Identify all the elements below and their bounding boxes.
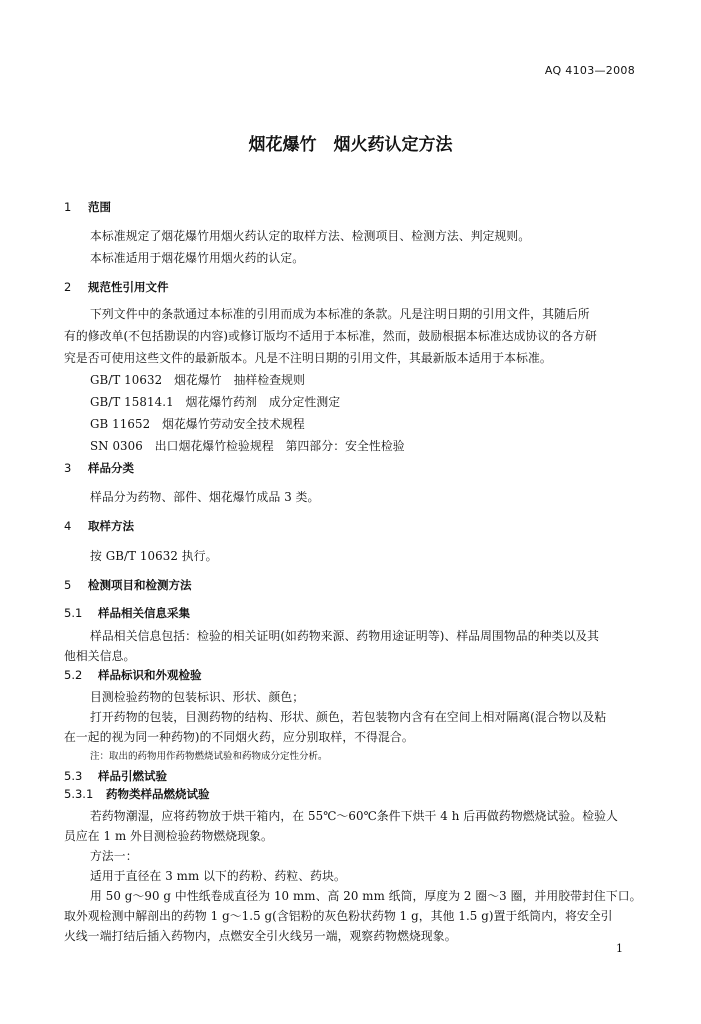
- paragraph-line: 员应在 1 m 外目测检验药物燃烧现象。: [64, 829, 273, 843]
- subsection-5-1-heading: [64, 605, 190, 621]
- subsection-5-2-heading: [64, 667, 202, 683]
- section-number: 5: [64, 578, 72, 592]
- paragraph-line: 火线一端打结后插入药物内，点燃安全引火线另一端，观察药物燃烧现象。: [64, 929, 457, 943]
- section-title: 取样方法: [88, 519, 134, 533]
- paragraph-line: 在一起的视为同一种药物)的不同烟火药，应分别取样，不得混合。: [64, 730, 414, 744]
- note: 注：取出的药物用作药物燃烧试验和药物成分定性分析。: [90, 751, 328, 762]
- paragraph-line: 取外观检测中解剖出的药物 1 g～1.5 g(含铝粉的灰色粉状药物 1 g，其他 1.5 g)置于纸筒内，将安全引: [64, 909, 613, 923]
- reference-item: GB/T 10632 烟花爆竹 抽样检查规则: [90, 373, 305, 387]
- method-label: 方法一：: [90, 849, 138, 863]
- paragraph-line: 样品相关信息包括：检验的相关证明(如药物来源、药物用途证明等)、样品周围物品的种类以及其: [90, 629, 600, 643]
- page-title: 烟花爆竹 烟火药认定方法: [248, 135, 453, 155]
- page-number: 1: [616, 942, 623, 955]
- subsection-number: 5.3: [64, 769, 83, 783]
- subsection-5-3-1-heading: [64, 786, 210, 802]
- reference-item: GB/T 15814.1 烟花爆竹药剂 成分定性测定: [90, 395, 341, 409]
- section-number: 4: [64, 519, 72, 533]
- subsection-title: 药物类样品燃烧试验: [106, 787, 210, 801]
- section-2-heading: [64, 279, 169, 295]
- paragraph-line: 目测检验药物的包装标识、形状、颜色；: [90, 690, 305, 704]
- section-title: 样品分类: [88, 461, 134, 475]
- section-5-heading: [64, 577, 192, 593]
- section-title: 规范性引用文件: [88, 280, 169, 294]
- paragraph-line: 究是否可使用这些文件的最新版本。凡是不注明日期的引用文件，其最新版本适用于本标准。: [64, 351, 552, 365]
- section-1-heading: [64, 199, 111, 215]
- paragraph-line: 他相关信息。: [64, 649, 136, 663]
- section-title: 检测项目和检测方法: [88, 578, 192, 592]
- paragraph-line: 打开药物的包装，目测药物的结构、形状、颜色，若包装物内含有在空间上相对隔离(混合物以及粘: [90, 710, 607, 724]
- paragraph: 按 GB/T 10632 执行。: [90, 549, 218, 563]
- section-title: 范围: [88, 200, 111, 214]
- paragraph: 样品分为药物、部件、烟花爆竹成品 3 类。: [90, 490, 320, 504]
- subsection-title: 样品引燃试验: [98, 769, 167, 783]
- section-number: 2: [64, 280, 72, 294]
- subsection-5-3-heading: [64, 768, 167, 784]
- reference-item: GB 11652 烟花爆竹劳动安全技术规程: [90, 417, 305, 431]
- paragraph-line: 下列文件中的条款通过本标准的引用而成为本标准的条款。凡是注明日期的引用文件，其随后所: [90, 307, 590, 321]
- subsection-title: 样品相关信息采集: [98, 606, 190, 620]
- paragraph-line: 适用于直径在 3 mm 以下的药粉、药粒、药块。: [90, 869, 346, 883]
- subsection-title: 样品标识和外观检验: [98, 668, 202, 682]
- section-4-heading: [64, 518, 134, 534]
- subsection-number: 5.2: [64, 668, 83, 682]
- subsection-number: 5.1: [64, 606, 83, 620]
- paragraph-line: 若药物潮湿，应将药物放于烘干箱内，在 55℃～60℃条件下烘干 4 h 后再做药物燃烧试验。检验人: [90, 809, 618, 823]
- subsection-number: 5.3.1: [64, 787, 94, 801]
- reference-item: SN 0306 出口烟花爆竹检验规程 第四部分：安全性检验: [90, 439, 405, 453]
- section-3-heading: [64, 460, 134, 476]
- section-number: 1: [64, 200, 72, 214]
- standard-number: AQ 4103—2008: [544, 64, 635, 77]
- section-number: 3: [64, 461, 72, 475]
- paragraph: 本标准规定了烟花爆竹用烟火药认定的取样方法、检测项目、检测方法、判定规则。: [90, 229, 531, 243]
- paragraph-line: 有的修改单(不包括勘误的内容)或修订版均不适用于本标准，然而，鼓励根据本标准达成协议的各方研: [64, 329, 597, 343]
- paragraph: 本标准适用于烟花爆竹用烟火药的认定。: [90, 251, 305, 265]
- paragraph-line: 用 50 g～90 g 中性纸卷成直径为 10 mm、高 20 mm 纸筒，厚度为 2 圈～3 圈，并用胶带封住下口。: [90, 889, 642, 903]
